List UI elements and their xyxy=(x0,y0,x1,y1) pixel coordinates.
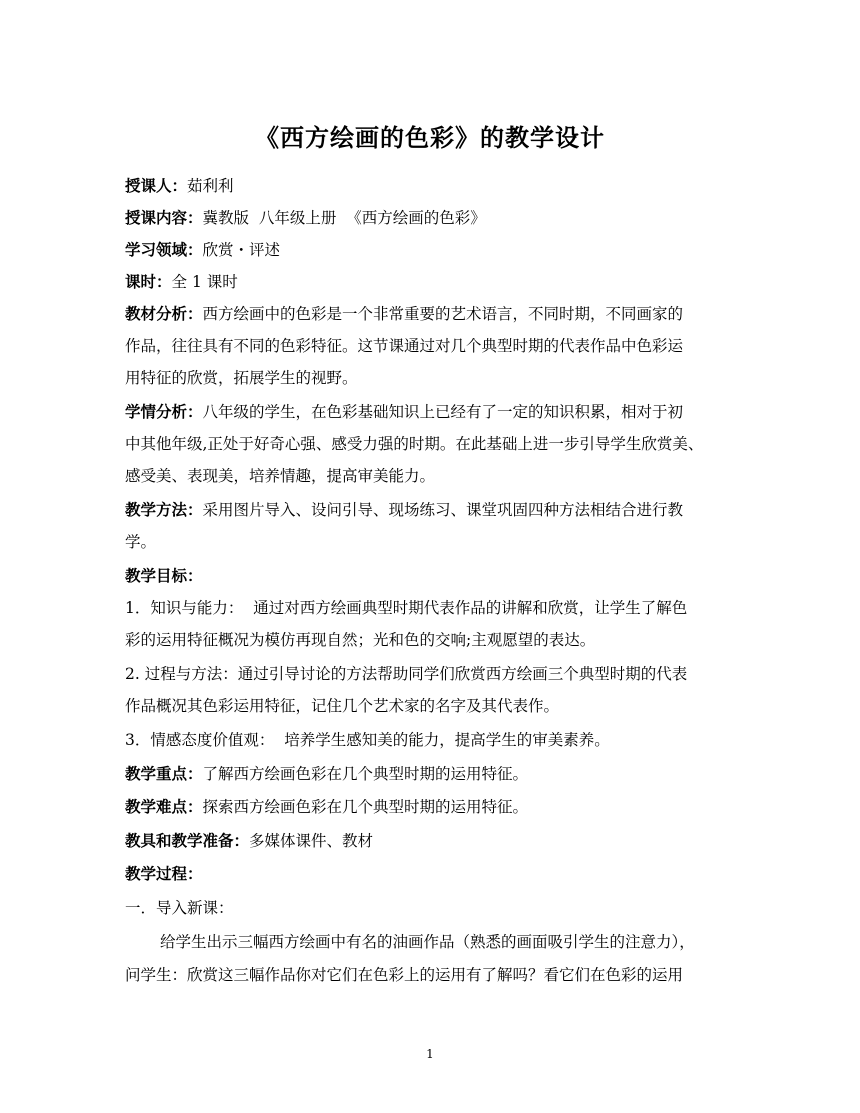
material-text: 西方绘画中的色彩是一个非常重要的艺术语言，不同时期，不同画家的 xyxy=(202,305,684,323)
process-para-line-1: 给学生出示三幅西方绘画中有名的油画作品（熟悉的画面吸引学生的注意力）， xyxy=(160,933,695,951)
goal-2-line-1: 2. 过程与方法：通过引导讨论的方法帮助同学们欣赏西方绘画三个典型时期的代表 xyxy=(125,665,688,683)
method-label: 教学方法 xyxy=(125,500,188,519)
key-value: 了解西方绘画色彩在几个典型时期的运用特征。 xyxy=(202,765,529,783)
material-line-3: 用特征的欣赏，拓展学生的视野。 xyxy=(125,369,358,387)
colon: ： xyxy=(187,208,203,227)
field-line xyxy=(125,240,745,260)
goals-label: 教学目标： xyxy=(125,566,203,585)
page-number: 1 xyxy=(426,1047,434,1061)
material-line-2: 作品，往往具有不同的色彩特征。这节课通过对几个典型时期的代表作品中色彩运 xyxy=(125,337,684,355)
content-value: 冀教版 八年级上册 《西方绘画的色彩》 xyxy=(202,209,486,227)
prep-label: 教具和教学准备 xyxy=(125,831,234,850)
student-label: 学情分析 xyxy=(125,402,188,421)
goal-1-line-2: 彩的运用特征概况为模仿再现自然；光和色的交响;主观愿望的表达。 xyxy=(125,631,596,649)
colon: ： xyxy=(156,272,172,291)
content-label: 授课内容 xyxy=(125,208,188,227)
colon: ： xyxy=(187,764,203,783)
hours-value: 全 1 课时 xyxy=(171,273,238,291)
material-label: 教材分析 xyxy=(125,304,188,323)
key-label: 教学重点 xyxy=(125,764,188,783)
process-para-line-2: 问学生：欣赏这三幅作品你对它们在色彩上的运用有了解吗？看它们在色彩的运用 xyxy=(125,966,684,984)
teacher-value: 茹利利 xyxy=(187,177,234,195)
field-label: 学习领域 xyxy=(125,240,188,259)
difficulty-line xyxy=(125,797,745,817)
goal-3-line: 3．情感态度价值观： 培养学生感知美的能力，提高学生的审美素养。 xyxy=(125,731,610,749)
colon: ： xyxy=(187,797,203,816)
key-line xyxy=(125,764,745,784)
colon: ： xyxy=(187,402,203,421)
method-text: 采用图片导入、设问引导、现场练习、课堂巩固四种方法相结合进行教 xyxy=(202,501,684,519)
difficulty-label: 教学难点 xyxy=(125,797,188,816)
content-line xyxy=(125,208,745,228)
student-line-2: 中其他年级,正处于好奇心强、感受力强的时期。在此基础上进一步引导学生欣赏美、 xyxy=(125,435,704,453)
colon: ： xyxy=(171,176,188,195)
colon: ： xyxy=(187,500,203,519)
document-title: 《西方绘画的色彩》的教学设计 xyxy=(255,123,605,152)
student-text: 八年级的学生，在色彩基础知识上已经有了一定的知识积累，相对于初 xyxy=(202,403,684,421)
method-line-1 xyxy=(125,500,745,520)
student-line-1 xyxy=(125,402,745,422)
step-1-heading: 一．导入新课： xyxy=(125,899,234,917)
process-label: 教学过程： xyxy=(125,864,203,883)
prep-line xyxy=(125,831,745,851)
colon: ： xyxy=(187,240,203,259)
material-line-1 xyxy=(125,304,745,324)
colon: ： xyxy=(187,304,203,323)
goal-1-line-1: 1．知识与能力： 通过对西方绘画典型时期代表作品的讲解和欣赏，让学生了解色 xyxy=(125,599,688,617)
colon: ： xyxy=(233,831,250,850)
difficulty-value: 探索西方绘画色彩在几个典型时期的运用特征。 xyxy=(202,798,529,816)
hours-line xyxy=(125,272,745,292)
student-line-3: 感受美、表现美，培养情趣，提高审美能力。 xyxy=(125,467,436,485)
method-line-2: 学。 xyxy=(125,533,157,551)
prep-value: 多媒体课件、教材 xyxy=(249,832,374,850)
hours-label: 课时 xyxy=(125,272,157,291)
goal-2-line-2: 作品概况其色彩运用特征，记住几个艺术家的名字及其代表作。 xyxy=(125,697,560,715)
field-value: 欣赏・评述 xyxy=(202,241,281,259)
teacher-line xyxy=(125,176,745,196)
teacher-label: 授课人 xyxy=(125,176,172,195)
